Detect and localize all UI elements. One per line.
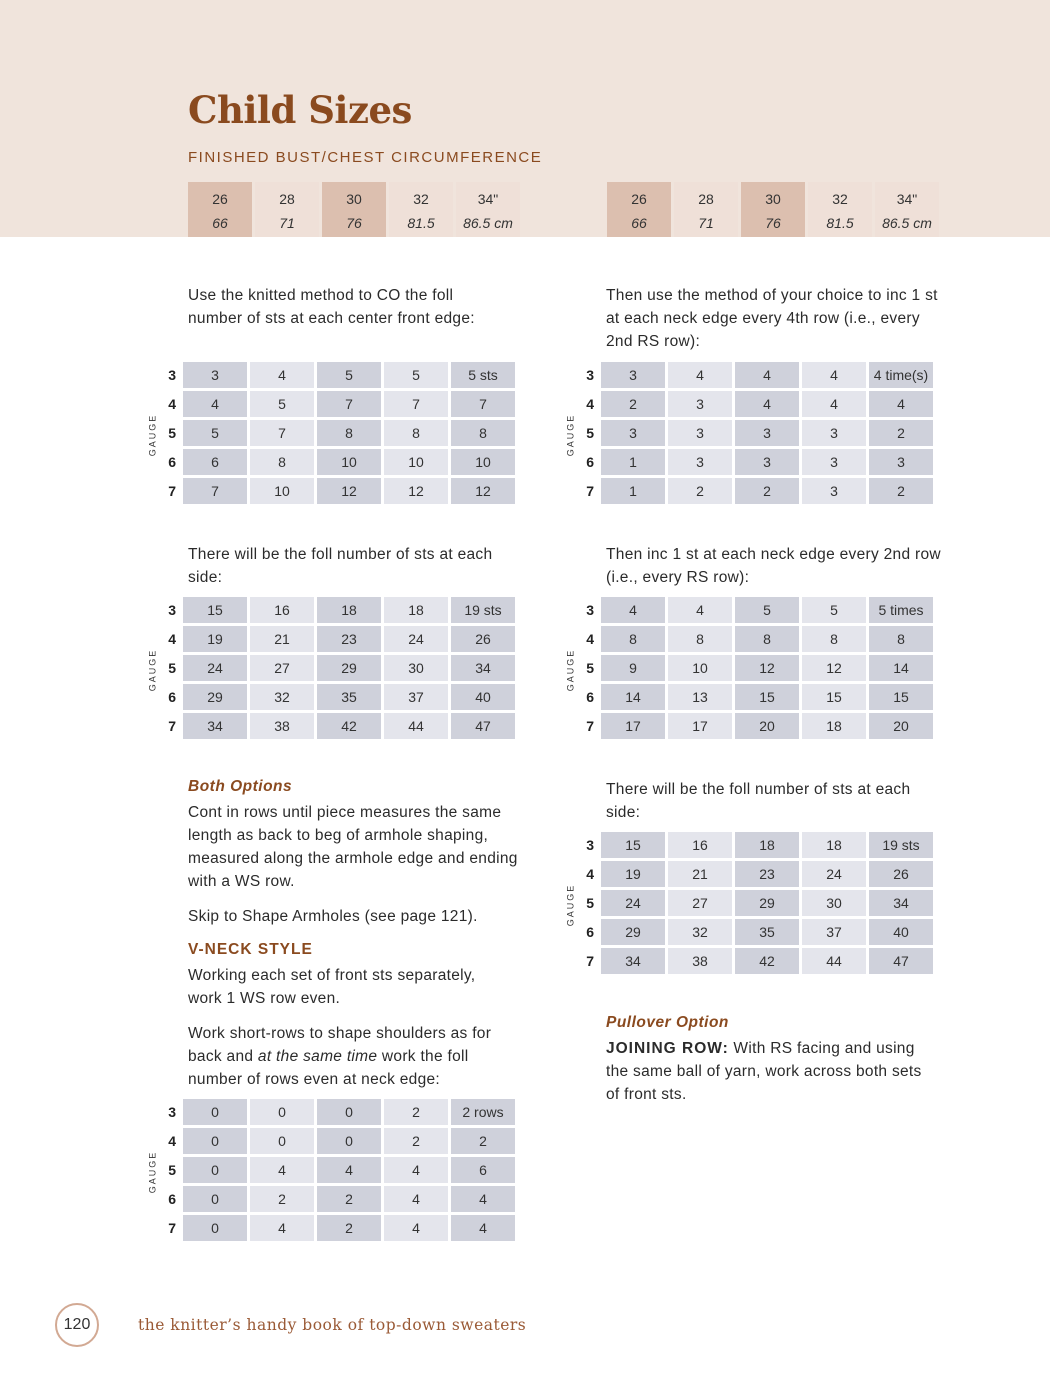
table-cell: 16: [668, 832, 732, 858]
table-cell: 38: [668, 948, 732, 974]
gauge-row-label: 3: [168, 602, 176, 618]
size-inch: 32: [808, 182, 872, 212]
table-cell: 4: [735, 362, 799, 388]
size-cm: 71: [674, 212, 738, 237]
table-cell: 15: [183, 597, 247, 623]
table-cell: 44: [802, 948, 866, 974]
table-cell: 23: [735, 861, 799, 887]
table-cell: 3: [668, 420, 732, 446]
table-cell: 35: [735, 919, 799, 945]
gauge-row-label: 4: [586, 866, 594, 882]
table-cell: 15: [802, 684, 866, 710]
size-inch: 26: [188, 182, 252, 212]
table-cell: 8: [802, 626, 866, 652]
page-number: 120: [55, 1303, 99, 1347]
table-cell: 12: [317, 478, 381, 504]
table-row: [584, 597, 933, 623]
table-cell: 3: [802, 449, 866, 475]
table-cell: 5: [802, 597, 866, 623]
table-cell: 0: [317, 1099, 381, 1125]
table-cell: 2: [869, 420, 933, 446]
table-cell: 7: [317, 391, 381, 417]
table-cell: 5 sts: [451, 362, 515, 388]
table-cell: 4: [668, 362, 732, 388]
table-row: [166, 1186, 515, 1212]
table-row: [166, 362, 515, 388]
table-row: [584, 655, 933, 681]
gauge-label-text: GAUGE: [565, 648, 576, 691]
table-cell: 4: [250, 362, 314, 388]
table-row: [166, 1215, 515, 1241]
table-cell: 29: [735, 890, 799, 916]
gauge-label-text: GAUGE: [147, 648, 158, 691]
table-cell: 5: [250, 391, 314, 417]
table-cell: 15: [601, 832, 665, 858]
gauge-row-label: 3: [586, 367, 594, 383]
table-cell: 37: [802, 919, 866, 945]
table-row: [584, 713, 933, 739]
table-cell: 2: [384, 1128, 448, 1154]
table-row: [166, 449, 515, 475]
size-inch: 26: [607, 182, 671, 212]
table-cell: 23: [317, 626, 381, 652]
table-cell: 4: [451, 1215, 515, 1241]
table-cell: 0: [317, 1128, 381, 1154]
table-cell: 26: [451, 626, 515, 652]
gauge-row-label: 7: [168, 1220, 176, 1236]
table-row: [166, 597, 515, 623]
table-cell: 5: [317, 362, 381, 388]
running-footer: the knitter’s handy book of top-down sweaters: [138, 1316, 527, 1334]
table-cell: 0: [183, 1186, 247, 1212]
table-cell: 2: [317, 1215, 381, 1241]
table-cell: 21: [668, 861, 732, 887]
table-cell: 40: [869, 919, 933, 945]
size-inch: 30: [322, 182, 386, 212]
table-cell: 29: [183, 684, 247, 710]
table-cell: 4: [802, 391, 866, 417]
table-cell: 4: [250, 1157, 314, 1183]
table-cell: 32: [668, 919, 732, 945]
size-cm: 66: [607, 212, 671, 237]
gauge-axis-label: [144, 597, 160, 742]
table-row: [584, 861, 933, 887]
table-cell: 18: [735, 832, 799, 858]
gauge-label-text: GAUGE: [147, 413, 158, 456]
table-cell: 12: [384, 478, 448, 504]
gauge-row-label: 4: [586, 396, 594, 412]
short-rows-a: Work short-rows to shape shoulders as for back and: [188, 1025, 492, 1065]
gauge-table-inc-2nd: [565, 597, 936, 742]
table-cell: 1: [601, 449, 665, 475]
skip-text: Skip to Shape Armholes (see page 121).: [188, 908, 478, 925]
gauge-row-label: 5: [586, 425, 594, 441]
table-cell: 4: [384, 1186, 448, 1212]
table-row: [166, 655, 515, 681]
gauge-row-label: 3: [586, 837, 594, 853]
pullover-heading: Pullover Option: [606, 1014, 729, 1031]
table-row: [584, 449, 933, 475]
size-inch: 28: [255, 182, 319, 212]
table-cell: 20: [735, 713, 799, 739]
both-options-text: Cont in rows until piece measures the same length as back to beg of armhole shaping, measured along the armhole edge and ending with a WS row.: [188, 804, 518, 890]
table-cell: 8: [735, 626, 799, 652]
gauge-row-label: 4: [168, 1133, 176, 1149]
table-cell: 3: [668, 449, 732, 475]
size-cm: 66: [188, 212, 252, 237]
table-cell: 27: [250, 655, 314, 681]
table-cell: 13: [668, 684, 732, 710]
table-row: [584, 948, 933, 974]
table-row: [584, 890, 933, 916]
gauge-axis-label: [562, 597, 578, 742]
table-cell: 3: [802, 420, 866, 446]
gauge-row-label: 6: [168, 454, 176, 470]
table-cell: 15: [869, 684, 933, 710]
table-row: [166, 713, 515, 739]
size-cm: 86.5 cm: [456, 212, 520, 237]
joining-row-body: With RS facing and using the same ball of yarn, work across both sets of front sts.: [606, 1040, 922, 1103]
gauge-table-sides: [147, 597, 518, 742]
table-cell: 4: [183, 391, 247, 417]
table-cell: 27: [668, 890, 732, 916]
table-cell: 24: [183, 655, 247, 681]
gauge-row-label: 7: [168, 483, 176, 499]
table-cell: 24: [802, 861, 866, 887]
table-row: [166, 1157, 515, 1183]
table-cell: 4 time(s): [869, 362, 933, 388]
table-cell: 29: [601, 919, 665, 945]
gauge-row-label: 6: [586, 924, 594, 940]
gauge-axis-label: [562, 362, 578, 507]
table-cell: 3: [183, 362, 247, 388]
table-cell: 4: [668, 597, 732, 623]
gauge-row-label: 3: [168, 367, 176, 383]
table-cell: 4: [735, 391, 799, 417]
short-rows-emphasis: at the same time: [257, 1048, 378, 1065]
table-cell: 14: [601, 684, 665, 710]
table-cell: 24: [601, 890, 665, 916]
table-cell: 18: [802, 713, 866, 739]
table-cell: 2 rows: [451, 1099, 515, 1125]
table-cell: 3: [735, 420, 799, 446]
table-cell: 2: [735, 478, 799, 504]
table-cell: 47: [869, 948, 933, 974]
table-cell: 8: [384, 420, 448, 446]
gauge-row-label: 7: [586, 483, 594, 499]
table-row: [584, 684, 933, 710]
sides-instruction: There will be the foll number of sts at each side:: [188, 546, 493, 586]
table-cell: 2: [601, 391, 665, 417]
size-inch: 34": [875, 182, 939, 212]
table-cell: 0: [250, 1099, 314, 1125]
inc-every-4th-instruction: Then use the method of your choice to inc 1 st at each neck edge every 4th row (i.e., every 2nd RS row):: [606, 287, 938, 350]
table-cell: 5: [183, 420, 247, 446]
table-cell: 19: [183, 626, 247, 652]
table-cell: 16: [250, 597, 314, 623]
table-row: [166, 684, 515, 710]
table-cell: 3: [601, 362, 665, 388]
gauge-row-label: 6: [168, 1191, 176, 1207]
table-cell: 18: [802, 832, 866, 858]
table-cell: 0: [183, 1157, 247, 1183]
table-cell: 47: [451, 713, 515, 739]
table-row: [166, 420, 515, 446]
both-options-heading: Both Options: [188, 778, 293, 795]
table-cell: 0: [183, 1215, 247, 1241]
table-row: [166, 1128, 515, 1154]
gauge-row-label: 4: [168, 396, 176, 412]
table-cell: 19: [601, 861, 665, 887]
table-cell: 34: [601, 948, 665, 974]
table-cell: 8: [869, 626, 933, 652]
table-cell: 34: [869, 890, 933, 916]
table-cell: 19 sts: [869, 832, 933, 858]
table-cell: 4: [802, 362, 866, 388]
gauge-table-rows-even: [147, 1099, 518, 1244]
table-row: [166, 391, 515, 417]
table-cell: 40: [451, 684, 515, 710]
gauge-label-text: GAUGE: [565, 883, 576, 926]
table-cell: 10: [451, 449, 515, 475]
gauge-row-label: 5: [168, 660, 176, 676]
table-cell: 3: [869, 449, 933, 475]
table-cell: 42: [317, 713, 381, 739]
gauge-table-inc-4th: [565, 362, 936, 507]
table-row: [166, 1099, 515, 1125]
size-inch: 30: [741, 182, 805, 212]
table-cell: 4: [869, 391, 933, 417]
table-cell: 4: [317, 1157, 381, 1183]
table-cell: 5: [384, 362, 448, 388]
gauge-axis-label: [562, 832, 578, 977]
table-cell: 32: [250, 684, 314, 710]
gauge-row-label: 7: [168, 718, 176, 734]
table-cell: 44: [384, 713, 448, 739]
table-cell: 2: [250, 1186, 314, 1212]
table-cell: 3: [601, 420, 665, 446]
table-cell: 2: [317, 1186, 381, 1212]
gauge-row-label: 3: [168, 1104, 176, 1120]
table-cell: 15: [735, 684, 799, 710]
table-cell: 12: [735, 655, 799, 681]
table-row: [584, 391, 933, 417]
size-cm: 76: [322, 212, 386, 237]
table-cell: 9: [601, 655, 665, 681]
size-cm: 81.5: [389, 212, 453, 237]
table-cell: 10: [384, 449, 448, 475]
table-cell: 10: [250, 478, 314, 504]
table-cell: 37: [384, 684, 448, 710]
gauge-row-label: 4: [586, 631, 594, 647]
joining-row-label: JOINING ROW:: [606, 1040, 729, 1057]
table-cell: 7: [183, 478, 247, 504]
table-cell: 0: [250, 1128, 314, 1154]
table-cell: 3: [668, 391, 732, 417]
table-cell: 29: [317, 655, 381, 681]
vneck-text: Working each set of front sts separately, work 1 WS row even.: [188, 967, 476, 1007]
table-cell: 4: [250, 1215, 314, 1241]
gauge-row-label: 7: [586, 718, 594, 734]
size-header-left: [185, 182, 523, 237]
table-cell: 6: [451, 1157, 515, 1183]
table-cell: 2: [869, 478, 933, 504]
size-cm: 76: [741, 212, 805, 237]
table-cell: 30: [802, 890, 866, 916]
table-cell: 8: [668, 626, 732, 652]
table-row: [584, 919, 933, 945]
table-cell: 0: [183, 1099, 247, 1125]
table-cell: 8: [451, 420, 515, 446]
table-cell: 7: [250, 420, 314, 446]
table-cell: 24: [384, 626, 448, 652]
size-inch: 28: [674, 182, 738, 212]
table-cell: 2: [668, 478, 732, 504]
table-cell: 26: [869, 861, 933, 887]
table-cell: 20: [869, 713, 933, 739]
table-cell: 18: [317, 597, 381, 623]
table-cell: 17: [601, 713, 665, 739]
gauge-row-label: 7: [586, 953, 594, 969]
table-cell: 34: [451, 655, 515, 681]
gauge-row-label: 6: [586, 454, 594, 470]
table-cell: 0: [183, 1128, 247, 1154]
page-subtitle: FINISHED BUST/CHEST CIRCUMFERENCE: [188, 149, 543, 166]
table-row: [166, 626, 515, 652]
table-cell: 1: [601, 478, 665, 504]
table-cell: 5 times: [869, 597, 933, 623]
table-cell: 18: [384, 597, 448, 623]
gauge-table-sides-right: [565, 832, 936, 977]
table-cell: 30: [384, 655, 448, 681]
table-cell: 3: [802, 478, 866, 504]
gauge-row-label: 4: [168, 631, 176, 647]
size-inch: 32: [389, 182, 453, 212]
table-cell: 5: [735, 597, 799, 623]
table-cell: 38: [250, 713, 314, 739]
table-cell: 19 sts: [451, 597, 515, 623]
table-row: [166, 478, 515, 504]
gauge-axis-label: [144, 362, 160, 507]
table-cell: 12: [451, 478, 515, 504]
gauge-axis-label: [144, 1099, 160, 1244]
table-cell: 2: [384, 1099, 448, 1125]
gauge-label-text: GAUGE: [147, 1150, 158, 1193]
table-cell: 4: [384, 1157, 448, 1183]
table-cell: 10: [668, 655, 732, 681]
table-row: [584, 626, 933, 652]
size-cm: 81.5: [808, 212, 872, 237]
gauge-row-label: 5: [168, 425, 176, 441]
table-cell: 35: [317, 684, 381, 710]
table-cell: 2: [451, 1128, 515, 1154]
table-cell: 42: [735, 948, 799, 974]
gauge-row-label: 3: [586, 602, 594, 618]
table-cell: 10: [317, 449, 381, 475]
table-cell: 8: [317, 420, 381, 446]
table-row: [584, 420, 933, 446]
table-cell: 4: [601, 597, 665, 623]
co-instruction: Use the knitted method to CO the foll number of sts at each center front edge:: [188, 287, 475, 327]
page-title: Child Sizes: [188, 88, 412, 132]
size-cm: 86.5 cm: [875, 212, 939, 237]
table-cell: 7: [451, 391, 515, 417]
vneck-heading: V-NECK STYLE: [188, 941, 313, 958]
gauge-row-label: 6: [168, 689, 176, 705]
table-cell: 21: [250, 626, 314, 652]
joining-row-text: [606, 1037, 926, 1106]
table-cell: 12: [802, 655, 866, 681]
sides-instruction-right: There will be the foll number of sts at each side:: [606, 781, 911, 821]
gauge-row-label: 5: [586, 660, 594, 676]
table-row: [584, 478, 933, 504]
gauge-row-label: 6: [586, 689, 594, 705]
table-cell: 14: [869, 655, 933, 681]
table-cell: 6: [183, 449, 247, 475]
size-inch: 34": [456, 182, 520, 212]
size-header-right: [604, 182, 942, 237]
table-cell: 17: [668, 713, 732, 739]
size-cm: 71: [255, 212, 319, 237]
table-row: [584, 362, 933, 388]
gauge-label-text: GAUGE: [565, 413, 576, 456]
table-row: [584, 832, 933, 858]
table-cell: 7: [384, 391, 448, 417]
gauge-table-co: [147, 362, 518, 507]
table-cell: 4: [451, 1186, 515, 1212]
gauge-row-label: 5: [168, 1162, 176, 1178]
table-cell: 34: [183, 713, 247, 739]
gauge-row-label: 5: [586, 895, 594, 911]
inc-every-2nd-instruction: Then inc 1 st at each neck edge every 2nd row (i.e., every RS row):: [606, 546, 941, 586]
short-rows-text: [188, 1022, 523, 1091]
table-cell: 4: [384, 1215, 448, 1241]
short-rows-b: work the foll number of rows even at neck edge:: [188, 1048, 469, 1088]
table-cell: 8: [250, 449, 314, 475]
table-cell: 3: [735, 449, 799, 475]
table-cell: 8: [601, 626, 665, 652]
